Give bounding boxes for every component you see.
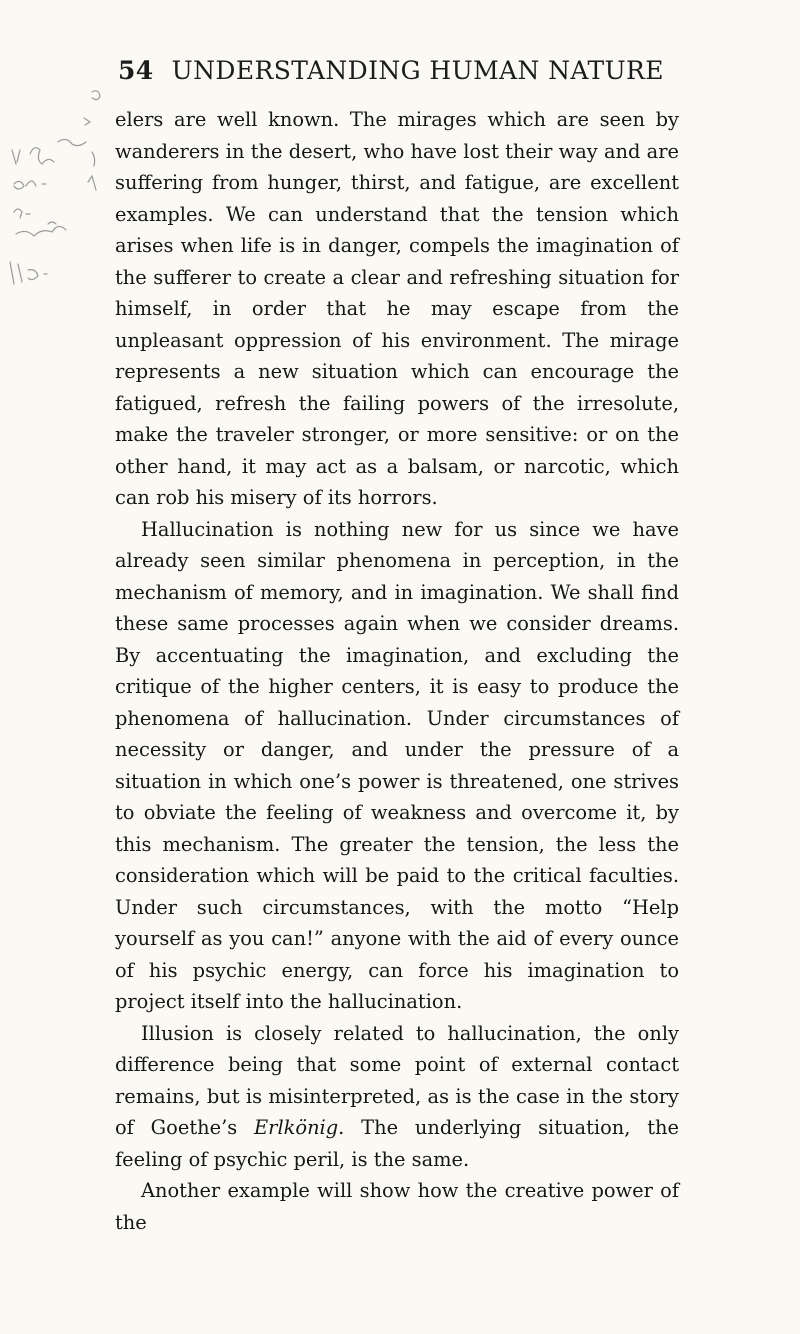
running-header	[118, 58, 678, 83]
italic-title-erlkonig: Erlkönig	[254, 1116, 339, 1139]
body-text	[115, 104, 679, 1238]
paragraph-3	[115, 1018, 679, 1176]
paragraph-text: elers are well known. The mirages which are seen by wanderers in the desert, who have lost their way and are suffering from hunger, thirst, and fatigue, are excellent examples. We can understand that the tension which arises when life is in danger, compels the imagination of the sufferer to create a clear and refreshing situation for himself, in order that he may escape from the unpleasant oppression of his environment. The mirage represents a new situation which can encourage the fatigued, refresh the failing powers of the irresolute, make the traveler stronger, or more sensitive: or on the other hand, it may act as a balsam, or narcotic, which can rob his misery of its horrors.	[115, 108, 679, 509]
paragraph-2	[115, 514, 679, 1018]
page-number: 54	[118, 56, 154, 85]
margin-pencil-scribble	[0, 84, 110, 364]
paragraph-text: Another example will show how the creative power of the	[115, 1179, 679, 1234]
running-head-title: UNDERSTANDING HUMAN NATURE	[171, 56, 664, 85]
paragraph-text: Illusion is closely related to hallucination, the only difference being that some point of external contact remains, but is misinterpreted, as is the case in the story of Goethe’s	[115, 1021, 679, 1139]
paragraph-text: . The underlying situation, the feeling of psychic peril, is the same.	[115, 1116, 679, 1171]
paragraph-text: Hallucination is nothing new for us since we have already seen similar phenomena in perception, in the mechanism of memory, and in imagination. We shall find these same processes again when we consider dreams. By accentuating the imagination, and excluding the critique of the higher centers, it is easy to produce the phenomena of hallucination. Under circumstances of necessity or danger, and under the pressure of a situation in which one’s power is threatened, one strives to obviate the feeling of weakness and overcome it, by this mechanism. The greater the tension, the less the consideration which will be paid to the critical faculties. Under such circumstances, with the motto “Help yourself as you can!” anyone with the aid of every ounce of his psychic energy, can force his imagination to project itself into the hallucination.	[115, 517, 679, 1013]
paragraph-1	[115, 104, 679, 514]
paragraph-4	[115, 1175, 679, 1238]
